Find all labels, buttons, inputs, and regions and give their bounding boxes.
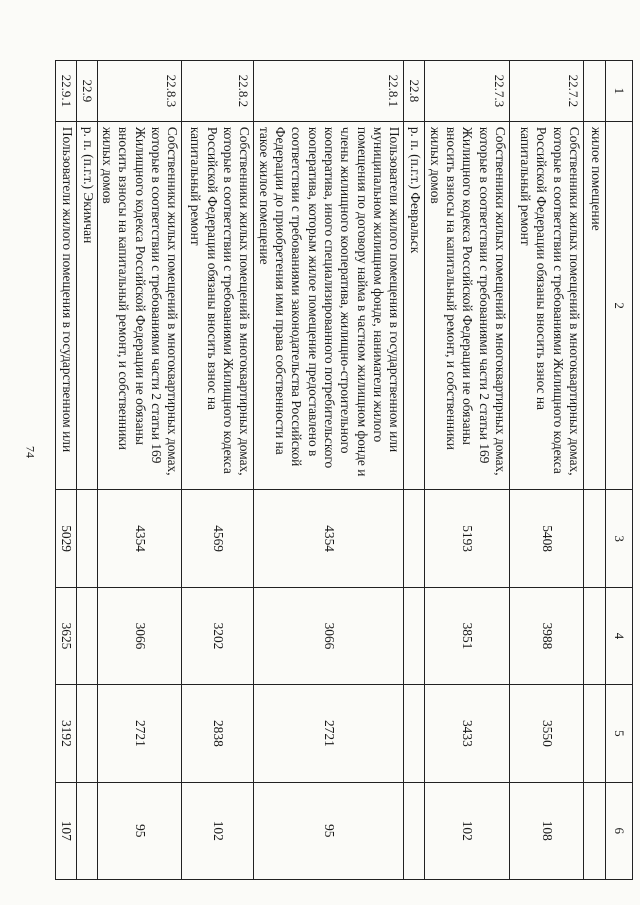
header-cell-2: 2 <box>606 121 633 490</box>
row-value-col5 <box>76 685 97 782</box>
row-value-col3 <box>76 490 97 587</box>
row-value-col4: 3066 <box>254 587 404 684</box>
header-cell-4: 4 <box>606 587 633 684</box>
row-value-col3: 5193 <box>425 490 510 587</box>
row-value-col5 <box>404 685 425 782</box>
row-description: Пользователи жилого помещения в государственном или муниципальном жилищном фонде, наниматели жилого помещения по договору найма в частном жилищном фонде и члены жилищного кооператива, жилищно-строительного кооператива, иного специализированного потребительского кооператива, которым жилое помещение предоставлено в соответствии с требованиями законодательства Российской Федерации до приобретения ими права собственности на такое жилое помещение <box>254 121 404 490</box>
row-value-col6: 95 <box>97 782 182 879</box>
row-description: Собственники жилых помещений в многоквартирных домах, которые в соответствии с требованиями части 2 статьи 169 Жилищного кодекса Российской Федерации не обязаны вносить взносы на капитальный ремонт, и собственники жилых домов <box>97 121 182 490</box>
row-code: 22.8 <box>404 61 425 122</box>
row-code: 22.8.1 <box>254 61 404 122</box>
row-value-col6: 107 <box>55 782 76 879</box>
row-code: 22.8.2 <box>182 61 254 122</box>
table-row <box>76 61 97 880</box>
row-value-col3: 5029 <box>55 490 76 587</box>
table-row <box>55 61 76 880</box>
row-description: Собственники жилых помещений в многоквартирных домах, которые в соответствии с требованиями части 2 статьи 169 Жилищного кодекса Российской Федерации не обязаны вносить взносы на капитальный ремонт, и собственники жилых домов <box>425 121 510 490</box>
row-code: 22.9 <box>76 61 97 122</box>
row-value-col6 <box>584 782 606 879</box>
tariff-table <box>55 60 633 880</box>
row-value-col5: 2721 <box>97 685 182 782</box>
row-description: жилое помещение <box>584 121 606 490</box>
header-cell-6: 6 <box>606 782 633 879</box>
row-code: 22.8.3 <box>97 61 182 122</box>
row-value-col3 <box>404 490 425 587</box>
row-value-col5: 2838 <box>182 685 254 782</box>
table-row <box>510 61 584 880</box>
table-row <box>584 61 606 880</box>
row-value-col6: 102 <box>182 782 254 879</box>
table-row <box>182 61 254 880</box>
header-cell-3: 3 <box>606 490 633 587</box>
row-code <box>584 61 606 122</box>
table-body <box>55 61 632 880</box>
row-value-col4: 3851 <box>425 587 510 684</box>
row-value-col4 <box>404 587 425 684</box>
row-value-col5: 3433 <box>425 685 510 782</box>
row-value-col4: 3988 <box>510 587 584 684</box>
row-value-col5: 3192 <box>55 685 76 782</box>
row-description: Пользователи жилого помещения в государственном или <box>55 121 76 490</box>
header-cell-1: 1 <box>606 61 633 122</box>
table-row <box>425 61 510 880</box>
header-cell-5: 5 <box>606 685 633 782</box>
row-value-col4 <box>584 587 606 684</box>
row-value-col6: 108 <box>510 782 584 879</box>
row-value-col3: 5408 <box>510 490 584 587</box>
row-value-col3: 4354 <box>254 490 404 587</box>
row-description: Собственники жилых помещений в многоквартирных домах, которые в соответствии с требованиями Жилищного кодекса Российской Федерации обязаны вносить взнос на капитальный ремонт <box>182 121 254 490</box>
row-value-col3 <box>584 490 606 587</box>
row-value-col4 <box>76 587 97 684</box>
row-description: Собственники жилых помещений в многоквартирных домах, которые в соответствии с требованиями Жилищного кодекса Российской Федерации обязаны вносить взнос на капитальный ремонт <box>510 121 584 490</box>
rotated-table-stage <box>58 60 633 880</box>
row-value-col3: 4569 <box>182 490 254 587</box>
row-value-col6 <box>76 782 97 879</box>
row-value-col5: 3550 <box>510 685 584 782</box>
page-number: 74 <box>23 446 38 458</box>
header-row <box>606 61 633 880</box>
row-code: 22.7.3 <box>425 61 510 122</box>
row-description: р. п. (п.г.т.) Экимчан <box>76 121 97 490</box>
row-value-col6: 102 <box>425 782 510 879</box>
row-value-col4: 3202 <box>182 587 254 684</box>
row-value-col5 <box>584 685 606 782</box>
row-value-col4: 3066 <box>97 587 182 684</box>
table-row <box>97 61 182 880</box>
row-value-col6: 95 <box>254 782 404 879</box>
table-row <box>254 61 404 880</box>
row-code: 22.9.1 <box>55 61 76 122</box>
row-value-col4: 3625 <box>55 587 76 684</box>
row-value-col6 <box>404 782 425 879</box>
row-description: р. п. (п.г.т.) Февральск <box>404 121 425 490</box>
row-code: 22.7.2 <box>510 61 584 122</box>
row-value-col5: 2721 <box>254 685 404 782</box>
row-value-col3: 4354 <box>97 490 182 587</box>
table-row <box>404 61 425 880</box>
